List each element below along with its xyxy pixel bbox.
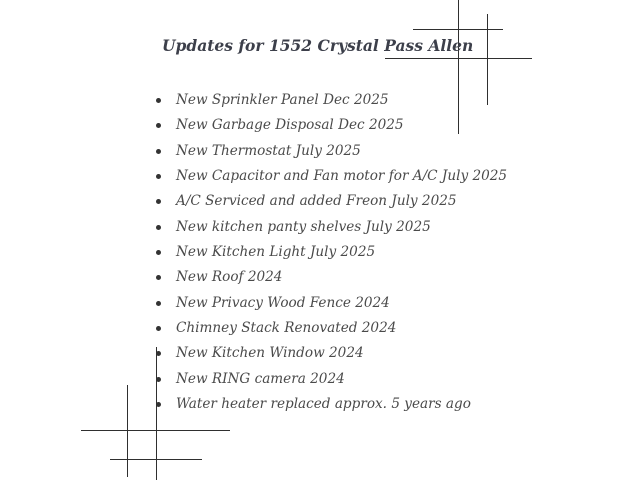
- bullet-icon: [156, 275, 161, 280]
- bullet-icon: [156, 98, 161, 103]
- list-item: [156, 316, 507, 341]
- bullet-icon: [156, 250, 161, 255]
- bullet-icon: [156, 225, 161, 230]
- list-item: [156, 392, 507, 417]
- bullet-icon: [156, 199, 161, 204]
- bullet-icon: [156, 174, 161, 179]
- list-item-text: New Roof 2024: [176, 269, 283, 286]
- list-item-text: New kitchen panty shelves July 2025: [176, 218, 431, 235]
- decorative-line: [81, 430, 230, 431]
- list-item-text: Chimney Stack Renovated 2024: [176, 320, 397, 337]
- bullet-icon: [156, 326, 161, 331]
- decorative-line: [413, 29, 503, 30]
- list-item-text: New Garbage Disposal Dec 2025: [176, 117, 404, 134]
- list-item-text: New Capacitor and Fan motor for A/C July 2025: [176, 168, 508, 185]
- decorative-line: [385, 58, 532, 59]
- list-item-text: New Kitchen Window 2024: [176, 345, 364, 362]
- bullet-icon: [156, 149, 161, 154]
- list-item: [156, 189, 507, 214]
- list-item-text: New Sprinkler Panel Dec 2025: [176, 92, 389, 108]
- bullet-icon: [156, 301, 161, 306]
- list-item-text: New RING camera 2024: [176, 370, 345, 387]
- list-item: [156, 367, 507, 392]
- list-item-text: New Privacy Wood Fence 2024: [176, 294, 390, 311]
- page-title: Updates for 1552 Crystal Pass Allen: [162, 36, 474, 55]
- bullet-icon: [156, 377, 161, 382]
- list-item: [156, 215, 507, 240]
- bullet-icon: [156, 123, 161, 128]
- list-item: [156, 164, 507, 189]
- list-item: [156, 291, 507, 316]
- list-item: [156, 139, 507, 164]
- list-item: [156, 88, 507, 113]
- bullet-icon: [156, 402, 161, 407]
- decorative-line: [127, 385, 128, 477]
- list-item: [156, 113, 507, 138]
- decorative-line: [110, 459, 202, 460]
- list-item-text: New Kitchen Light July 2025: [176, 244, 376, 261]
- list-item: [156, 265, 507, 290]
- list-item-text: Water heater replaced approx. 5 years ago: [176, 396, 471, 413]
- list-item: [156, 341, 507, 366]
- list-item-text: A/C Serviced and added Freon July 2025: [176, 193, 457, 210]
- bullet-icon: [156, 351, 161, 356]
- updates-list: [156, 88, 507, 417]
- list-item-text: New Thermostat July 2025: [176, 142, 361, 159]
- list-item: [156, 240, 507, 265]
